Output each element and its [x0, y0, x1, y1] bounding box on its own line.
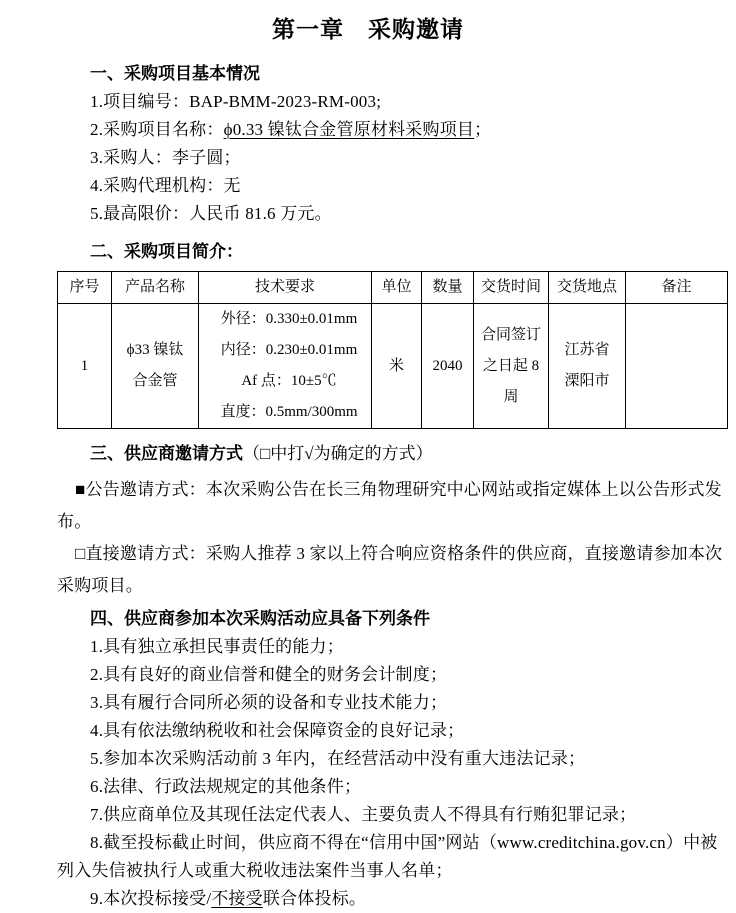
condition-item-9 [57, 885, 730, 913]
section-3-heading-note: （□中打√为确定的方式） [243, 444, 433, 463]
cell-seq: 1 [58, 304, 112, 429]
tech-line-straightness: 直度：0.5mm/300mm [220, 404, 358, 420]
price-limit-line: 5.最高限价：人民币 81.6 万元。 [90, 204, 332, 223]
procurement-spec-table [57, 271, 728, 429]
condition-item-1: 1.具有独立承担民事责任的能力； [90, 637, 344, 656]
purchaser-line: 3.采购人：李子圆； [90, 148, 241, 167]
condition-item-4: 4.具有依法缴纳税收和社会保障资金的良好记录； [90, 721, 465, 740]
project-name-line [57, 116, 730, 144]
project-name-label: 2.采购项目名称： [90, 120, 224, 139]
cell-tech [199, 304, 372, 429]
tech-line-af-point: Af 点：10±5℃ [241, 373, 337, 389]
cell-unit: 米 [372, 304, 422, 429]
announcement-invitation-text: 公告邀请方式：本次采购公告在长三角物理研究中心网站或指定媒体上以公告形式发布。 [57, 480, 722, 531]
project-number-line: 1.项目编号：BAP-BMM-2023-RM-003; [90, 92, 382, 111]
col-header-product: 产品名称 [112, 272, 199, 304]
cell-remark [626, 304, 728, 429]
condition-item-9-suffix: 联合体投标。 [262, 889, 367, 908]
col-header-delivery-place: 交货地点 [549, 272, 626, 304]
condition-item-9-underlined: 不接受 [211, 889, 263, 908]
cell-delivery-time: 合同签订之日起 8 周 [474, 304, 549, 429]
condition-item-9-prefix: 9.本次投标接受/ [90, 889, 212, 908]
page-title: 第一章 采购邀请 [272, 16, 464, 42]
cell-delivery-place: 江苏省溧阳市 [549, 304, 626, 429]
col-header-remark: 备注 [626, 272, 728, 304]
section-3-heading-bold: 三、供应商邀请方式 [90, 444, 243, 463]
cell-qty: 2040 [422, 304, 474, 429]
tech-line-outer-diameter: 外径：0.330±0.01mm [220, 311, 358, 327]
section-4-heading: 四、供应商参加本次采购活动应具备下列条件 [90, 609, 430, 628]
col-header-seq: 序号 [58, 272, 112, 304]
condition-item-5: 5.参加本次采购活动前 3 年内，在经营活动中没有重大违法记录； [90, 749, 586, 768]
condition-item-6: 6.法律、行政法规规定的其他条件； [90, 777, 362, 796]
table-header-row [58, 272, 728, 304]
announcement-invitation-paragraph [57, 474, 730, 538]
project-name-suffix: ； [474, 120, 492, 139]
agency-line: 4.采购代理机构：无 [90, 176, 241, 195]
col-header-tech: 技术要求 [199, 272, 372, 304]
table-row [58, 304, 728, 429]
condition-item-2: 2.具有良好的商业信誉和健全的财务会计制度； [90, 665, 448, 684]
tech-line-inner-diameter: 内径：0.230±0.01mm [220, 342, 358, 358]
col-header-qty: 数量 [422, 272, 474, 304]
direct-invitation-paragraph [57, 538, 730, 602]
direct-invitation-text: 直接邀请方式：采购人推荐 3 家以上符合响应资格条件的供应商，直接邀请参加本次采购项目。 [57, 544, 723, 595]
section-3-heading [57, 440, 730, 468]
cell-product: ϕ33 镍钛合金管 [112, 304, 199, 429]
condition-item-3: 3.具有履行合同所必须的设备和专业技术能力； [90, 693, 448, 712]
section-2-heading: 二、采购项目简介： [90, 242, 243, 261]
condition-item-8: 8.截至投标截止时间，供应商不得在“信用中国”网站（www.creditchina.gov.cn）中被列入失信被执行人或重大税收违法案件当事人名单； [57, 833, 718, 880]
section-1-heading: 一、采购项目基本情况 [90, 64, 260, 83]
condition-item-7: 7.供应商单位及其现任法定代表人、主要负责人不得具有行贿犯罪记录； [90, 805, 637, 824]
col-header-delivery-time: 交货时间 [474, 272, 549, 304]
project-name-value: ϕ0.33 镍钛合金管原材料采购项目 [223, 120, 475, 139]
col-header-unit: 单位 [372, 272, 422, 304]
checked-box-icon: ■ [75, 480, 86, 499]
empty-box-icon: □ [75, 544, 86, 563]
